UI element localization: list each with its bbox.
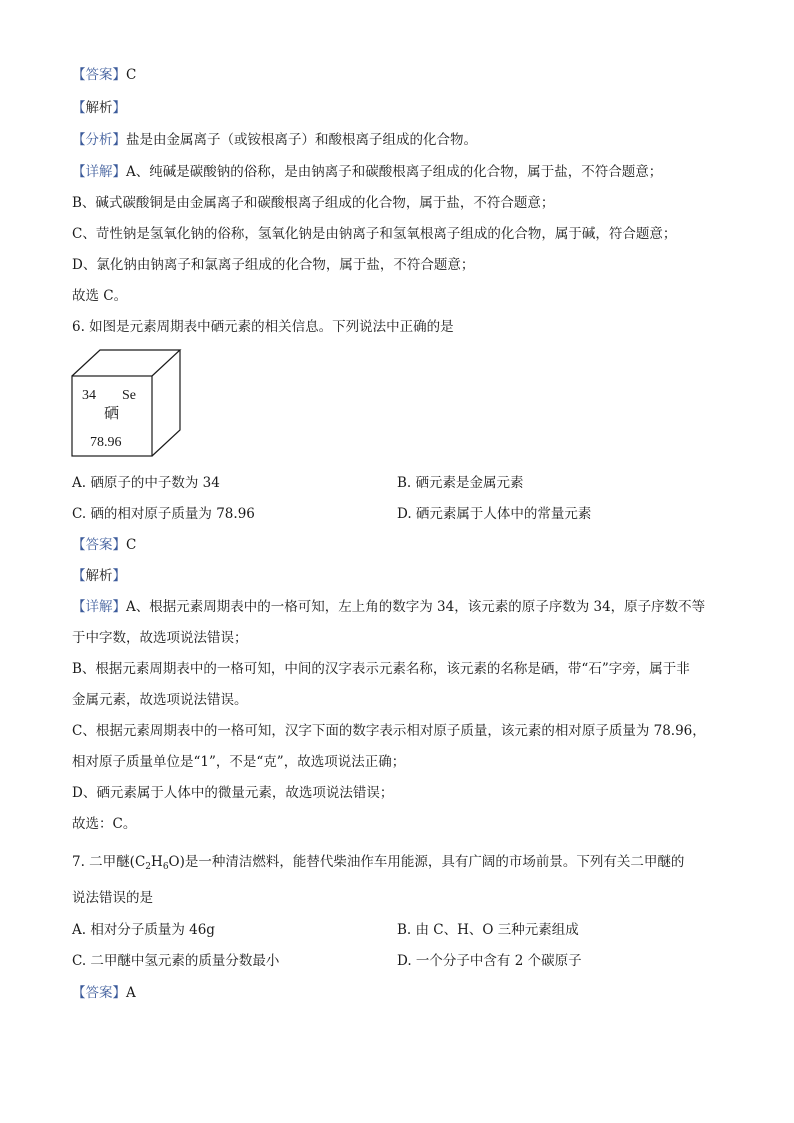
q6-detail-c-1: C、根据元素周期表中的一格可知，汉字下面的数字表示相对原子质量，该元素的相对原子质量为 78.96， xyxy=(72,723,706,739)
q6-stem: 6. 如图是元素周期表中硒元素的相关信息。下列说法中正确的是 xyxy=(72,319,454,335)
tile-side-face xyxy=(152,350,180,456)
q7-answer: 【答案】A xyxy=(72,985,136,1001)
q5-detail-c: C、苛性钠是氢氧化钠的俗称，氢氧化钠是由钠离子和氢氧根离子组成的化合物，属于碱，符合题意； xyxy=(72,226,677,242)
q5-answer xyxy=(72,66,136,84)
q6-analysis-heading: 【解析】 xyxy=(72,568,126,584)
q7-option-b: B. 由 C、H、O 三种元素组成 xyxy=(397,922,579,938)
q6-option-b: B. 硒元素是金属元素 xyxy=(397,475,524,491)
q6-option-a: A. 硒原子的中子数为 34 xyxy=(72,475,220,491)
tile-top-face xyxy=(72,350,180,376)
q6-detail-a-2: 于中字数，故选项说法错误； xyxy=(72,630,248,646)
answer-tag: 【答案】 xyxy=(72,67,126,83)
q5-fenxi: 【分析】盐是由金属离子（或铵根离子）和酸根离子组成的化合物。 xyxy=(72,132,477,148)
q7-stem-line1: 7. 二甲醚$(C_2H_6O)$是一种清洁燃料，能替代柴油作车用能源，具有广阔的市场前景。下列有关二甲醚的 xyxy=(72,854,685,872)
q6-option-c: C. 硒的相对原子质量为 78.96 xyxy=(72,506,255,522)
q6-detail-b-1: B、根据元素周期表中的一格可知，中间的汉字表示元素名称，该元素的名称是硒，带“石”字旁，属于非 xyxy=(72,661,690,677)
tile-atomic-mass: 78.96 xyxy=(90,435,122,450)
q7-option-d: D. 一个分子中含有 2 个碳原子 xyxy=(397,953,582,969)
q5-detail-b: B、碱式碳酸铜是由金属离子和碳酸根离子组成的化合物，属于盐，不符合题意； xyxy=(72,195,555,211)
q6-detail-d: D、硒元素属于人体中的微量元素，故选项说法错误； xyxy=(72,785,394,801)
q6-option-d: D. 硒元素属于人体中的常量元素 xyxy=(397,506,592,522)
tile-symbol: Se xyxy=(122,388,136,403)
q7-option-c: C. 二甲醚中氢元素的质量分数最小 xyxy=(72,953,280,969)
q5-detail-a: 【详解】A、纯碱是碳酸钠的俗称，是由钠离子和碳酸根离子组成的化合物，属于盐，不符合题意； xyxy=(72,164,663,180)
q6-detail-c-2: 相对原子质量单位是“1”，不是“克”，故选项说法正确； xyxy=(72,754,406,770)
q6-detail-b-2: 金属元素，故选项说法错误。 xyxy=(72,692,248,708)
tile-atomic-number: 34 xyxy=(82,388,96,403)
q6-answer: 【答案】C xyxy=(72,537,137,553)
q5-detail-d: D、氯化钠由钠离子和氯离子组成的化合物，属于盐，不符合题意； xyxy=(72,257,475,273)
q6-detail-a-1: 【详解】A、根据元素周期表中的一格可知，左上角的数字为 34，该元素的原子序数为 34，原子序数不等 xyxy=(72,599,706,615)
q7-stem-line2: 说法错误的是 xyxy=(72,890,153,906)
selenium-element-tile xyxy=(70,348,186,458)
answer-value: C xyxy=(126,67,137,83)
formula-c2h6o: $C_2H_6O$ xyxy=(134,854,180,872)
tile-element-name: 硒 xyxy=(104,406,120,422)
q5-conclusion: 故选 C。 xyxy=(72,288,128,304)
q6-conclusion: 故选：C。 xyxy=(72,816,137,832)
q7-option-a: A. 相对分子质量为 46g xyxy=(72,922,215,938)
q5-analysis-heading: 【解析】 xyxy=(72,100,126,116)
